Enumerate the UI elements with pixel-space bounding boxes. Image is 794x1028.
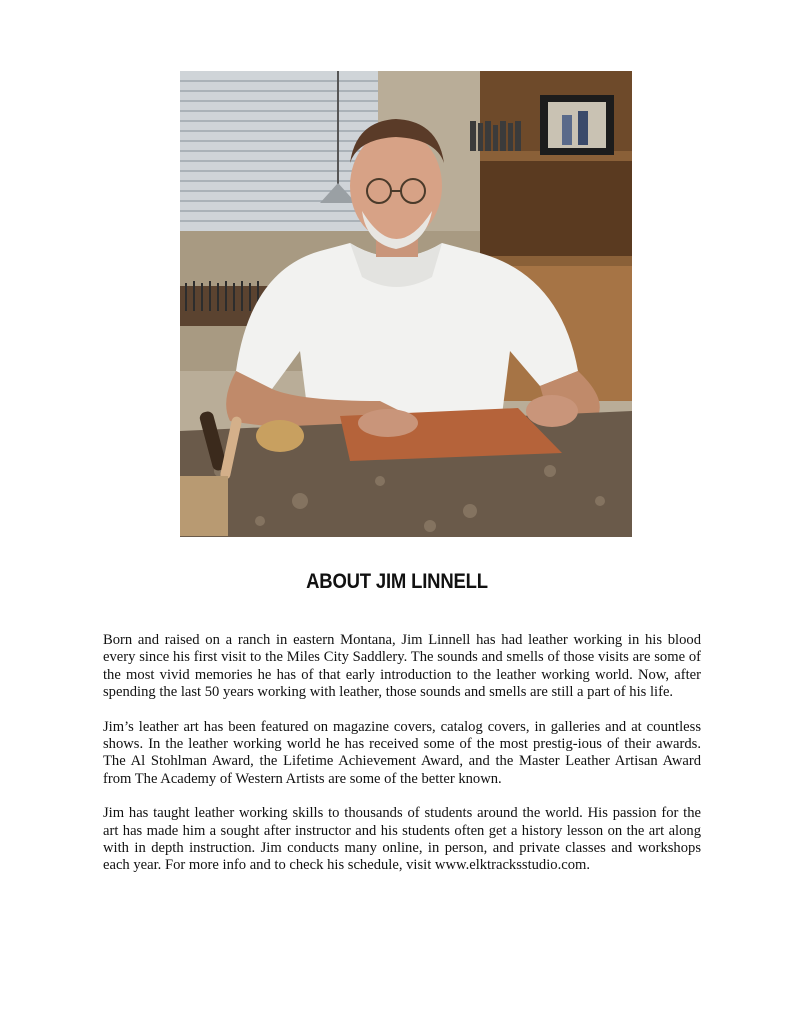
page-title: ABOUT JIM LINNELL	[306, 570, 488, 593]
portrait-photo	[180, 71, 632, 537]
bio-paragraph-3: Jim has taught leather working skills to thousands of students around the world. His passion for the art has made him a sought after instructor and his students often get a history lesson on the art along with in depth instruction. Jim conducts many online, in person, and private classes and workshops each year. For more info and to check his schedule, visit www.elktracksstudio.com.	[103, 805, 701, 874]
portrait-illustration	[180, 71, 632, 537]
bio-text	[103, 632, 701, 892]
bio-paragraph-1: Born and raised on a ranch in eastern Montana, Jim Linnell has had leather working in his blood every since his first visit to the Miles City Saddlery. The sounds and smells of those visits are some of the most vivid memories he has of that early introduction to the leather working world. Now, after spending the last 50 years working with leather, those sounds and smells are still a part of his life.	[103, 632, 701, 701]
bio-paragraph-2: Jim’s leather art has been featured on magazine covers, catalog covers, in galleries and at countless shows. In the leather working world he has received some of the most prestig-ious of their awards. The Al Stohlman Award, the Lifetime Achievement Award, and the Master Leather Artisan Award from The Academy of Western Artists are some of the better known.	[103, 718, 701, 787]
